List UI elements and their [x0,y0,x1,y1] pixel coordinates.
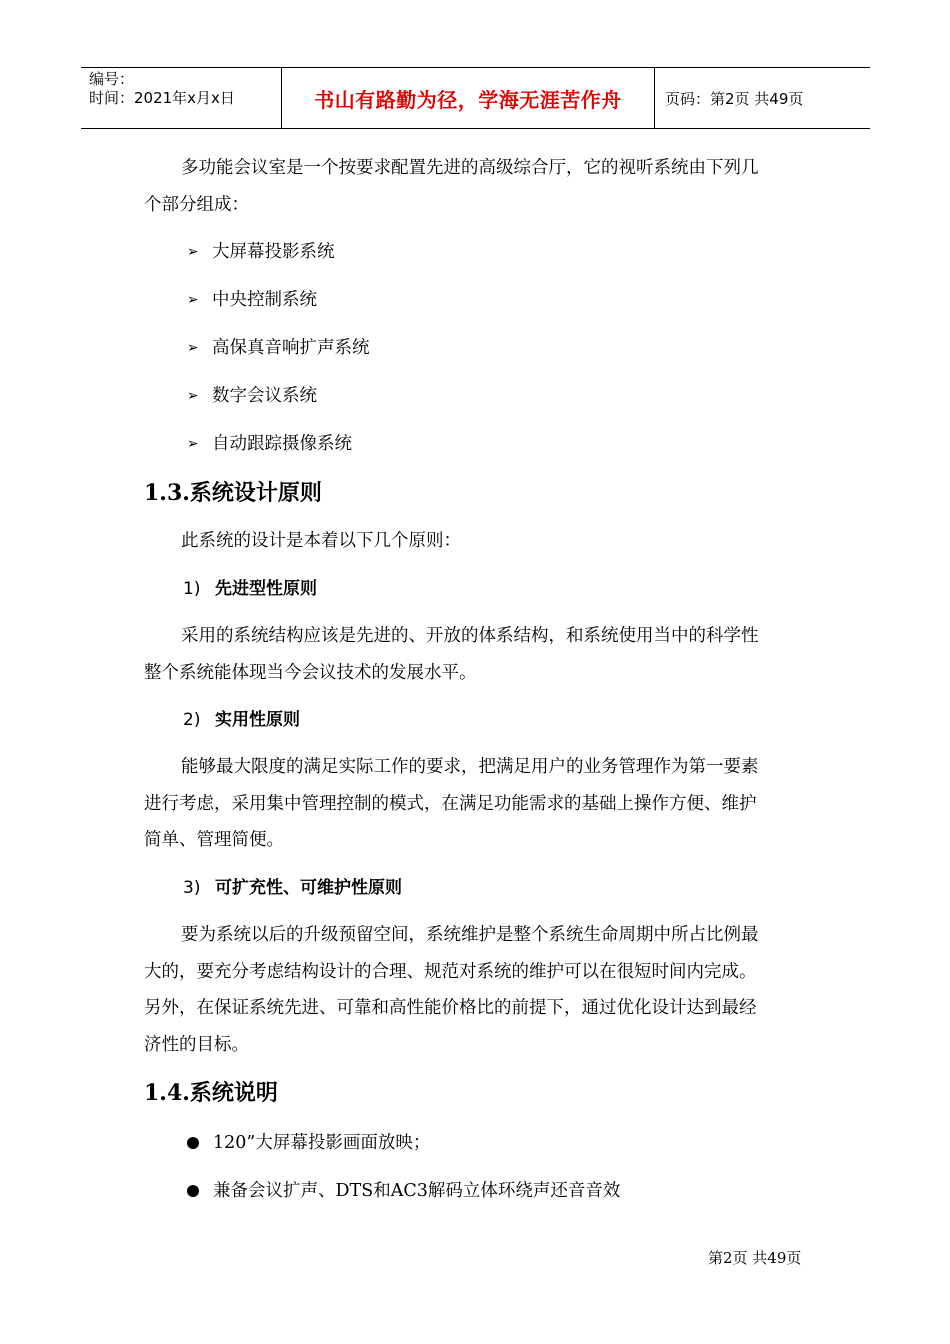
principle-heading [183,577,317,601]
principle-title: 实用性原则 [215,710,300,730]
arrow-bullet-icon: ➢ [187,340,199,356]
paragraph-line: 整个系统能体现当今会议技术的发展水平。 [144,662,477,683]
time-label: 时间：2021年x月x日 [89,89,235,107]
principle-paragraph [144,618,809,691]
principle-heading [183,876,402,900]
list-item-label: 自动跟踪摄像系统 [212,434,352,454]
header-motto-cell [281,68,655,128]
arrow-bullet-icon: ➢ [187,388,199,404]
principle-title: 先进型性原则 [215,579,317,599]
list-item-label: 数字会议系统 [212,386,317,406]
arrow-bullet-icon: ➢ [187,244,199,260]
list-item-label: 兼备会议扩声、DTS和AC3解码立体环绕声还音音效 [213,1181,621,1201]
intro-line: 个部分组成： [144,194,249,215]
principle-title: 可扩充性、可维护性原则 [215,878,402,898]
principle-number: 2) [183,710,201,730]
paragraph-line: 简单、管理简便。 [144,830,284,850]
list-item [187,336,370,360]
list-item [187,1131,430,1155]
header-page-cell [655,68,870,128]
bullet-dot-icon [187,1185,199,1197]
bullet-dot-icon [187,1137,199,1149]
page-footer: 第2页 共49页 [708,1249,802,1267]
serial-label: 编号： [89,70,135,88]
list-item [187,432,352,456]
arrow-bullet-icon: ➢ [187,292,199,308]
list-item-label: 高保真音响扩声系统 [212,338,370,358]
list-item-label: 中央控制系统 [212,290,317,310]
header-motto: 书山有路勤为径，学海无涯苦作舟 [314,87,622,112]
header-meta-cell [81,68,281,128]
page-header [81,67,870,129]
paragraph-line: 济性的目标。 [144,1034,249,1055]
section-heading: 1.4.系统说明 [144,1080,278,1106]
paragraph-line: 能够最大限度的满足实际工作的要求，把满足用户的业务管理作为第一要素 [181,757,759,777]
principle-number: 1) [183,579,201,599]
list-item-label: 120”大屏幕投影画面放映； [213,1133,431,1153]
arrow-bullet-icon: ➢ [187,436,199,452]
principle-number: 3) [183,878,201,898]
principle-paragraph [144,917,809,1063]
list-item [187,288,317,312]
list-item [187,240,335,264]
intro-line: 多功能会议室是一个按要求配置先进的高级综合厅，它的视听系统由下列几 [181,158,759,178]
paragraph-line: 采用的系统结构应该是先进的、开放的体系结构，和系统使用当中的科学性 [181,626,759,646]
list-item [187,1179,620,1203]
section-heading: 1.3.系统设计原则 [144,480,322,506]
list-item [187,384,317,408]
paragraph-line: 大的，要充分考虑结构设计的合理、规范对系统的维护可以在很短时间内完成。 [144,961,757,982]
paragraph-line: 另外，在保证系统先进、可靠和高性能价格比的前提下，通过优化设计达到最经 [144,998,757,1018]
paragraph-line: 要为系统以后的升级预留空间，系统维护是整个系统生命周期中所占比例最 [181,925,759,945]
paragraph-line: 进行考虑，采用集中管理控制的模式，在满足功能需求的基础上操作方便、维护 [144,793,757,814]
principle-paragraph [144,749,809,859]
section-lead: 此系统的设计是本着以下几个原则： [181,531,461,551]
list-item-label: 大屏幕投影系统 [212,242,335,262]
header-page-code: 页码：第2页 共49页 [665,89,804,108]
principle-heading [183,708,300,732]
intro-paragraph [144,150,809,223]
